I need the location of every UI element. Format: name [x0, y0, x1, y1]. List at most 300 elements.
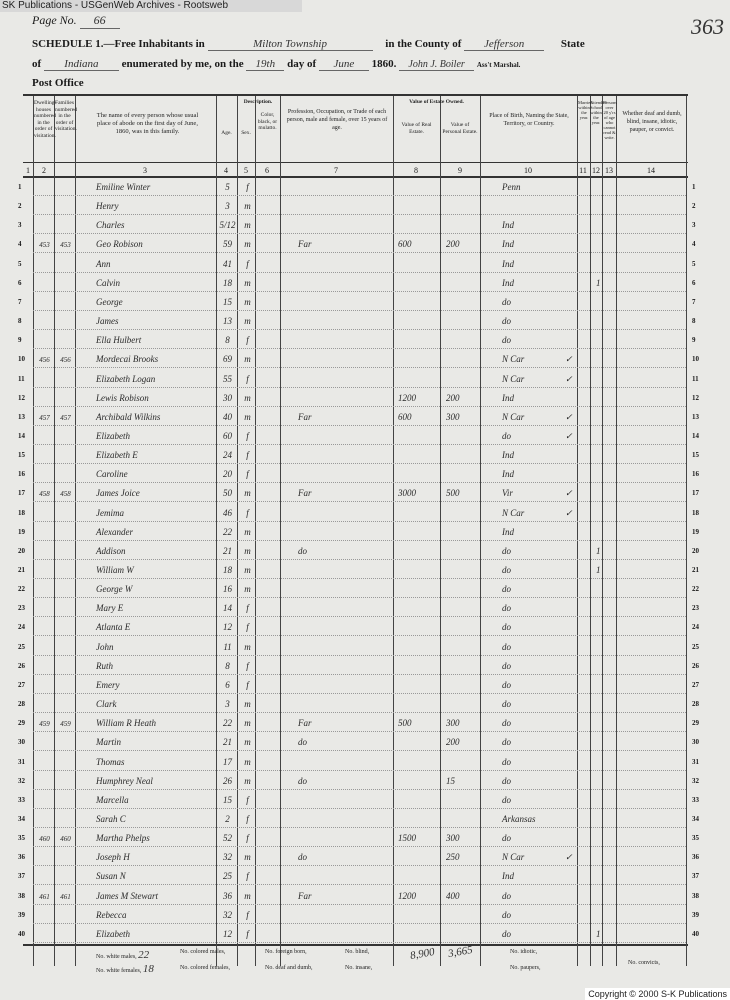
convicts-label: No. convicts,	[628, 960, 660, 966]
row-number-right: 22	[692, 585, 699, 593]
real-estate-value: 1500	[398, 833, 416, 843]
person-name: Geo Robison	[96, 239, 143, 249]
row-rule	[33, 195, 686, 196]
row-rule	[33, 444, 686, 445]
row-number-right: 37	[692, 872, 699, 880]
birthplace: do	[502, 680, 511, 690]
row-rule	[33, 310, 686, 311]
sex: m	[244, 642, 251, 652]
schedule-title-row	[32, 38, 585, 51]
dwelling-number: 456	[39, 356, 50, 364]
row-rule	[33, 348, 686, 349]
row-number-right: 40	[692, 930, 699, 938]
birthplace: Ind	[502, 469, 514, 479]
birthplace: do	[502, 891, 511, 901]
post-office-label: Post Office	[32, 77, 84, 89]
row-rule	[33, 578, 686, 579]
year-value: 1860.	[371, 58, 397, 70]
blind-label: No. blind,	[345, 949, 370, 955]
person-name: Clark	[96, 699, 117, 709]
row-number-left: 26	[18, 662, 25, 670]
row-number-right: 19	[692, 528, 699, 536]
birthplace: Ind	[502, 259, 514, 269]
sex: f	[246, 508, 249, 518]
row-number-left: 31	[18, 758, 25, 766]
total-real-estate: 8,900	[409, 945, 436, 963]
real-estate-value: 600	[398, 239, 412, 249]
occupation: Far	[298, 891, 312, 901]
age: 20	[223, 469, 232, 479]
state-label: State	[560, 38, 585, 50]
row-rule	[33, 731, 686, 732]
row-rule	[33, 233, 686, 234]
row-number-left: 35	[18, 834, 25, 842]
row-number-left: 12	[18, 394, 25, 402]
person-name: William R Heath	[96, 718, 156, 728]
row-number-right: 25	[692, 643, 699, 651]
column-number: 12	[592, 166, 600, 175]
sex: f	[246, 374, 249, 384]
copyright-notice: Copyright © 2000 S-K Publications	[585, 988, 730, 1000]
row-number-right: 32	[692, 777, 699, 785]
person-name: Thomas	[96, 757, 125, 767]
age: 52	[223, 833, 232, 843]
footer-white-females	[96, 963, 154, 975]
check-mark: ✓	[565, 354, 573, 364]
row-rule	[33, 406, 686, 407]
age: 50	[223, 488, 232, 498]
person-name: Lewis Robison	[96, 393, 149, 403]
person-name: George	[96, 297, 123, 307]
row-number-left: 24	[18, 623, 25, 631]
check-mark: ✓	[565, 488, 573, 498]
total-personal-estate: 3,665	[447, 943, 474, 961]
check-mark: ✓	[565, 852, 573, 862]
sex: m	[244, 737, 251, 747]
person-name: Martha Phelps	[96, 833, 150, 843]
row-number-left: 15	[18, 451, 25, 459]
column-number: 4	[224, 166, 228, 175]
occupation: Far	[298, 239, 312, 249]
row-rule	[33, 655, 686, 656]
sex: m	[244, 201, 251, 211]
insane-label: No. insane,	[345, 965, 373, 971]
personal-estate-value: 300	[446, 833, 460, 843]
sex: m	[244, 297, 251, 307]
row-rule	[33, 616, 686, 617]
row-rule	[33, 789, 686, 790]
row-rule	[33, 904, 686, 905]
family-number: 457	[60, 414, 71, 422]
person-name: James M Stewart	[96, 891, 158, 901]
birthplace: do	[502, 910, 511, 920]
family-number: 458	[60, 490, 71, 498]
sex: f	[246, 622, 249, 632]
township-value: Milton Township	[208, 38, 373, 51]
age: 2	[225, 814, 230, 824]
occupation: Far	[298, 718, 312, 728]
age: 59	[223, 239, 232, 249]
age: 8	[225, 661, 230, 671]
row-number-right: 29	[692, 719, 699, 727]
dwelling-number: 457	[39, 414, 50, 422]
person-name: Ann	[96, 259, 111, 269]
person-name: Elizabeth E	[96, 450, 138, 460]
row-number-left: 33	[18, 796, 25, 804]
row-rule	[33, 252, 686, 253]
occupation: do	[298, 776, 307, 786]
birthplace: do	[502, 929, 511, 939]
family-number: 456	[60, 356, 71, 364]
person-name: Elizabeth	[96, 929, 130, 939]
sex: m	[244, 718, 251, 728]
person-name: William W	[96, 565, 134, 575]
county-label: in the County of	[385, 38, 462, 50]
row-number-left: 21	[18, 566, 25, 574]
row-number-right: 33	[692, 796, 699, 804]
sex: m	[244, 488, 251, 498]
row-rule	[33, 884, 686, 885]
stamp-number: 363	[691, 14, 724, 39]
row-number-left: 37	[18, 872, 25, 880]
school-mark: 1	[596, 929, 601, 939]
sex: f	[246, 795, 249, 805]
dwelling-number: 453	[39, 241, 50, 249]
column-number: 7	[334, 166, 338, 175]
real-estate-value: 1200	[398, 891, 416, 901]
school-mark: 1	[596, 278, 601, 288]
check-mark: ✓	[565, 431, 573, 441]
age: 24	[223, 450, 232, 460]
day-value: 19th	[246, 58, 284, 71]
header-birthplace: Place of Birth, Naming the State, Territory, or Country.	[489, 113, 569, 127]
sex: m	[244, 546, 251, 556]
age: 12	[223, 929, 232, 939]
row-number-right: 9	[692, 336, 696, 344]
row-number-left: 1	[18, 183, 22, 191]
row-number-left: 8	[18, 317, 22, 325]
row-rule	[33, 750, 686, 751]
personal-estate-value: 200	[446, 737, 460, 747]
row-number-left: 5	[18, 260, 22, 268]
paupers-label: No. paupers,	[510, 965, 541, 971]
birthplace: N Car	[502, 852, 525, 862]
row-number-right: 6	[692, 279, 696, 287]
birthplace: N Car	[502, 354, 525, 364]
row-number-left: 28	[18, 700, 25, 708]
row-number-left: 9	[18, 336, 22, 344]
sex: m	[244, 393, 251, 403]
sex: f	[246, 929, 249, 939]
person-name: Joseph H	[96, 852, 130, 862]
check-mark: ✓	[565, 508, 573, 518]
age: 8	[225, 335, 230, 345]
age: 11	[223, 642, 232, 652]
age: 46	[223, 508, 232, 518]
row-number-right: 16	[692, 470, 699, 478]
person-name: George W	[96, 584, 133, 594]
row-number-left: 19	[18, 528, 25, 536]
row-number-right: 31	[692, 758, 699, 766]
row-number-right: 1	[692, 183, 696, 191]
row-number-left: 13	[18, 413, 25, 421]
row-rule	[33, 693, 686, 694]
row-number-right: 3	[692, 221, 696, 229]
check-mark: ✓	[565, 412, 573, 422]
row-number-left: 14	[18, 432, 25, 440]
row-number-left: 29	[18, 719, 25, 727]
row-number-right: 15	[692, 451, 699, 459]
occupation: do	[298, 737, 307, 747]
birthplace: do	[502, 546, 511, 556]
age: 15	[223, 297, 232, 307]
site-banner: SK Publications - USGenWeb Archives - Rootsweb	[0, 0, 302, 12]
personal-estate-value: 300	[446, 718, 460, 728]
sex: m	[244, 891, 251, 901]
column-number: 6	[265, 166, 269, 175]
row-number-right: 7	[692, 298, 696, 306]
marshal-signature: John J. Boiler	[399, 59, 474, 71]
birthplace: do	[502, 661, 511, 671]
row-rule	[33, 559, 686, 560]
age: 55	[223, 374, 232, 384]
person-name: Susan N	[96, 871, 126, 881]
dwelling-number: 458	[39, 490, 50, 498]
header-family: Families numbered in the order of visitation.	[55, 100, 77, 132]
birthplace: N Car	[502, 374, 525, 384]
row-number-right: 18	[692, 509, 699, 517]
header-sex: Sex.	[241, 130, 251, 136]
sex: m	[244, 527, 251, 537]
person-name: Alexander	[96, 527, 133, 537]
family-number: 460	[60, 835, 71, 843]
age: 6	[225, 680, 230, 690]
white-females-label: No. white females,	[96, 968, 142, 974]
personal-estate-value: 300	[446, 412, 460, 422]
row-number-right: 24	[692, 623, 699, 631]
age: 30	[223, 393, 232, 403]
header-personal-estate: Value of Personal Estate.	[442, 122, 478, 135]
family-number: 459	[60, 720, 71, 728]
row-number-left: 25	[18, 643, 25, 651]
row-number-left: 2	[18, 202, 22, 210]
person-name: Emery	[96, 680, 120, 690]
age: 21	[223, 737, 232, 747]
age: 25	[223, 871, 232, 881]
sex: f	[246, 814, 249, 824]
birthplace: do	[502, 565, 511, 575]
age: 12	[223, 622, 232, 632]
row-rule	[33, 865, 686, 866]
row-number-left: 39	[18, 911, 25, 919]
column-number: 8	[414, 166, 418, 175]
birthplace: do	[502, 642, 511, 652]
foreign-born-label: No. foreign born,	[265, 949, 307, 955]
person-name: Addison	[96, 546, 126, 556]
birthplace: do	[502, 431, 511, 441]
white-males-count: 22	[138, 949, 150, 961]
row-number-left: 36	[18, 853, 25, 861]
birthplace: Ind	[502, 450, 514, 460]
row-number-left: 22	[18, 585, 25, 593]
row-rule	[33, 923, 686, 924]
row-number-right: 20	[692, 547, 699, 555]
state-value: Indiana	[44, 58, 119, 71]
person-name: Elizabeth	[96, 431, 130, 441]
birthplace: do	[502, 335, 511, 345]
dwelling-number: 461	[39, 893, 50, 901]
birthplace: do	[502, 622, 511, 632]
person-name: Henry	[96, 201, 119, 211]
school-mark: 1	[596, 546, 601, 556]
row-rule	[33, 942, 686, 943]
row-number-right: 17	[692, 489, 699, 497]
header-color: Color, black, or mulatto.	[257, 112, 278, 131]
birthplace: Penn	[502, 182, 521, 192]
sex: f	[246, 871, 249, 881]
deaf-dumb-label: No. deaf and dumb,	[265, 965, 313, 971]
age: 21	[223, 546, 232, 556]
age: 14	[223, 603, 232, 613]
row-number-right: 30	[692, 738, 699, 746]
row-rule	[33, 712, 686, 713]
month-value: June	[319, 58, 369, 71]
sex: m	[244, 584, 251, 594]
occupation: Far	[298, 488, 312, 498]
row-number-left: 11	[18, 375, 25, 383]
row-number-right: 10	[692, 355, 699, 363]
white-females-count: 18	[142, 963, 154, 975]
person-name: Jemima	[96, 508, 124, 518]
row-number-right: 4	[692, 240, 696, 248]
row-number-right: 34	[692, 815, 699, 823]
row-rule	[33, 521, 686, 522]
birthplace: do	[502, 757, 511, 767]
person-name: Humphrey Neal	[96, 776, 153, 786]
row-number-right: 26	[692, 662, 699, 670]
person-name: James Joice	[96, 488, 140, 498]
column-number: 11	[579, 166, 587, 175]
personal-estate-value: 200	[446, 393, 460, 403]
personal-estate-value: 250	[446, 852, 460, 862]
age: 22	[223, 527, 232, 537]
row-number-left: 10	[18, 355, 25, 363]
birthplace: do	[502, 718, 511, 728]
sex: f	[246, 335, 249, 345]
row-rule	[33, 214, 686, 215]
sex: m	[244, 699, 251, 709]
age: 60	[223, 431, 232, 441]
dwelling-number: 460	[39, 835, 50, 843]
age: 32	[223, 910, 232, 920]
birthplace: do	[502, 297, 511, 307]
row-number-right: 14	[692, 432, 699, 440]
personal-estate-value: 15	[446, 776, 455, 786]
description-group-header: Description.	[243, 99, 273, 105]
column-number: 14	[647, 166, 655, 175]
row-rule	[33, 635, 686, 636]
row-rule	[33, 463, 686, 464]
header-name: The name of every person whose usual place of abode on the first day of June, 1860, was in this family.	[96, 112, 199, 135]
age: 17	[223, 757, 232, 767]
day-label: day of	[287, 58, 317, 70]
row-rule	[33, 482, 686, 483]
row-number-left: 27	[18, 681, 25, 689]
person-name: Ella Hulbert	[96, 335, 142, 345]
header-condition: Whether deaf and dumb, blind, insane, idiotic, pauper, or convict.	[622, 111, 682, 133]
row-number-right: 36	[692, 853, 699, 861]
occupation: do	[298, 546, 307, 556]
age: 32	[223, 852, 232, 862]
white-males-label: No. white males,	[96, 954, 137, 960]
footer-white-males	[96, 949, 149, 961]
age: 69	[223, 354, 232, 364]
row-rule	[33, 846, 686, 847]
age: 41	[223, 259, 232, 269]
birthplace: do	[502, 603, 511, 613]
person-name: Mordecai Brooks	[96, 354, 159, 364]
birthplace: Ind	[502, 278, 514, 288]
sex: m	[244, 852, 251, 862]
sex: m	[244, 239, 251, 249]
row-number-right: 39	[692, 911, 699, 919]
enumerated-label: enumerated by me, on the	[121, 58, 244, 70]
row-number-left: 6	[18, 279, 22, 287]
column-number: 3	[143, 166, 147, 175]
birthplace: Ind	[502, 239, 514, 249]
row-number-left: 23	[18, 604, 25, 612]
person-name: Calvin	[96, 278, 120, 288]
sex: f	[246, 910, 249, 920]
birthplace: do	[502, 699, 511, 709]
birthplace: do	[502, 316, 511, 326]
person-name: Marcella	[96, 795, 129, 805]
row-number-right: 13	[692, 413, 699, 421]
person-name: Emiline Winter	[96, 182, 151, 192]
age: 18	[223, 278, 232, 288]
person-name: Charles	[96, 220, 125, 230]
sex: f	[246, 833, 249, 843]
real-estate-value: 1200	[398, 393, 416, 403]
marshal-label: Ass't Marshal.	[476, 61, 521, 69]
sex: m	[244, 316, 251, 326]
birthplace: do	[502, 776, 511, 786]
column-number: 2	[42, 166, 46, 175]
row-rule	[33, 291, 686, 292]
person-name: John	[96, 642, 114, 652]
age: 26	[223, 776, 232, 786]
birthplace: Ind	[502, 527, 514, 537]
row-rule	[33, 272, 686, 273]
enumeration-row	[32, 58, 520, 71]
row-rule	[33, 387, 686, 388]
row-rule	[33, 597, 686, 598]
sex: m	[244, 776, 251, 786]
birthplace: Ind	[502, 220, 514, 230]
column-number: 5	[244, 166, 248, 175]
colored-females-label: No. colored females,	[180, 965, 230, 971]
column-number: 9	[458, 166, 462, 175]
age: 16	[223, 584, 232, 594]
person-name: Sarah C	[96, 814, 126, 824]
row-rule	[33, 674, 686, 675]
birthplace: do	[502, 584, 511, 594]
of-label: of	[32, 58, 42, 70]
birthplace: Vir	[502, 488, 513, 498]
row-rule	[33, 827, 686, 828]
real-estate-value: 3000	[398, 488, 416, 498]
row-rule	[33, 540, 686, 541]
